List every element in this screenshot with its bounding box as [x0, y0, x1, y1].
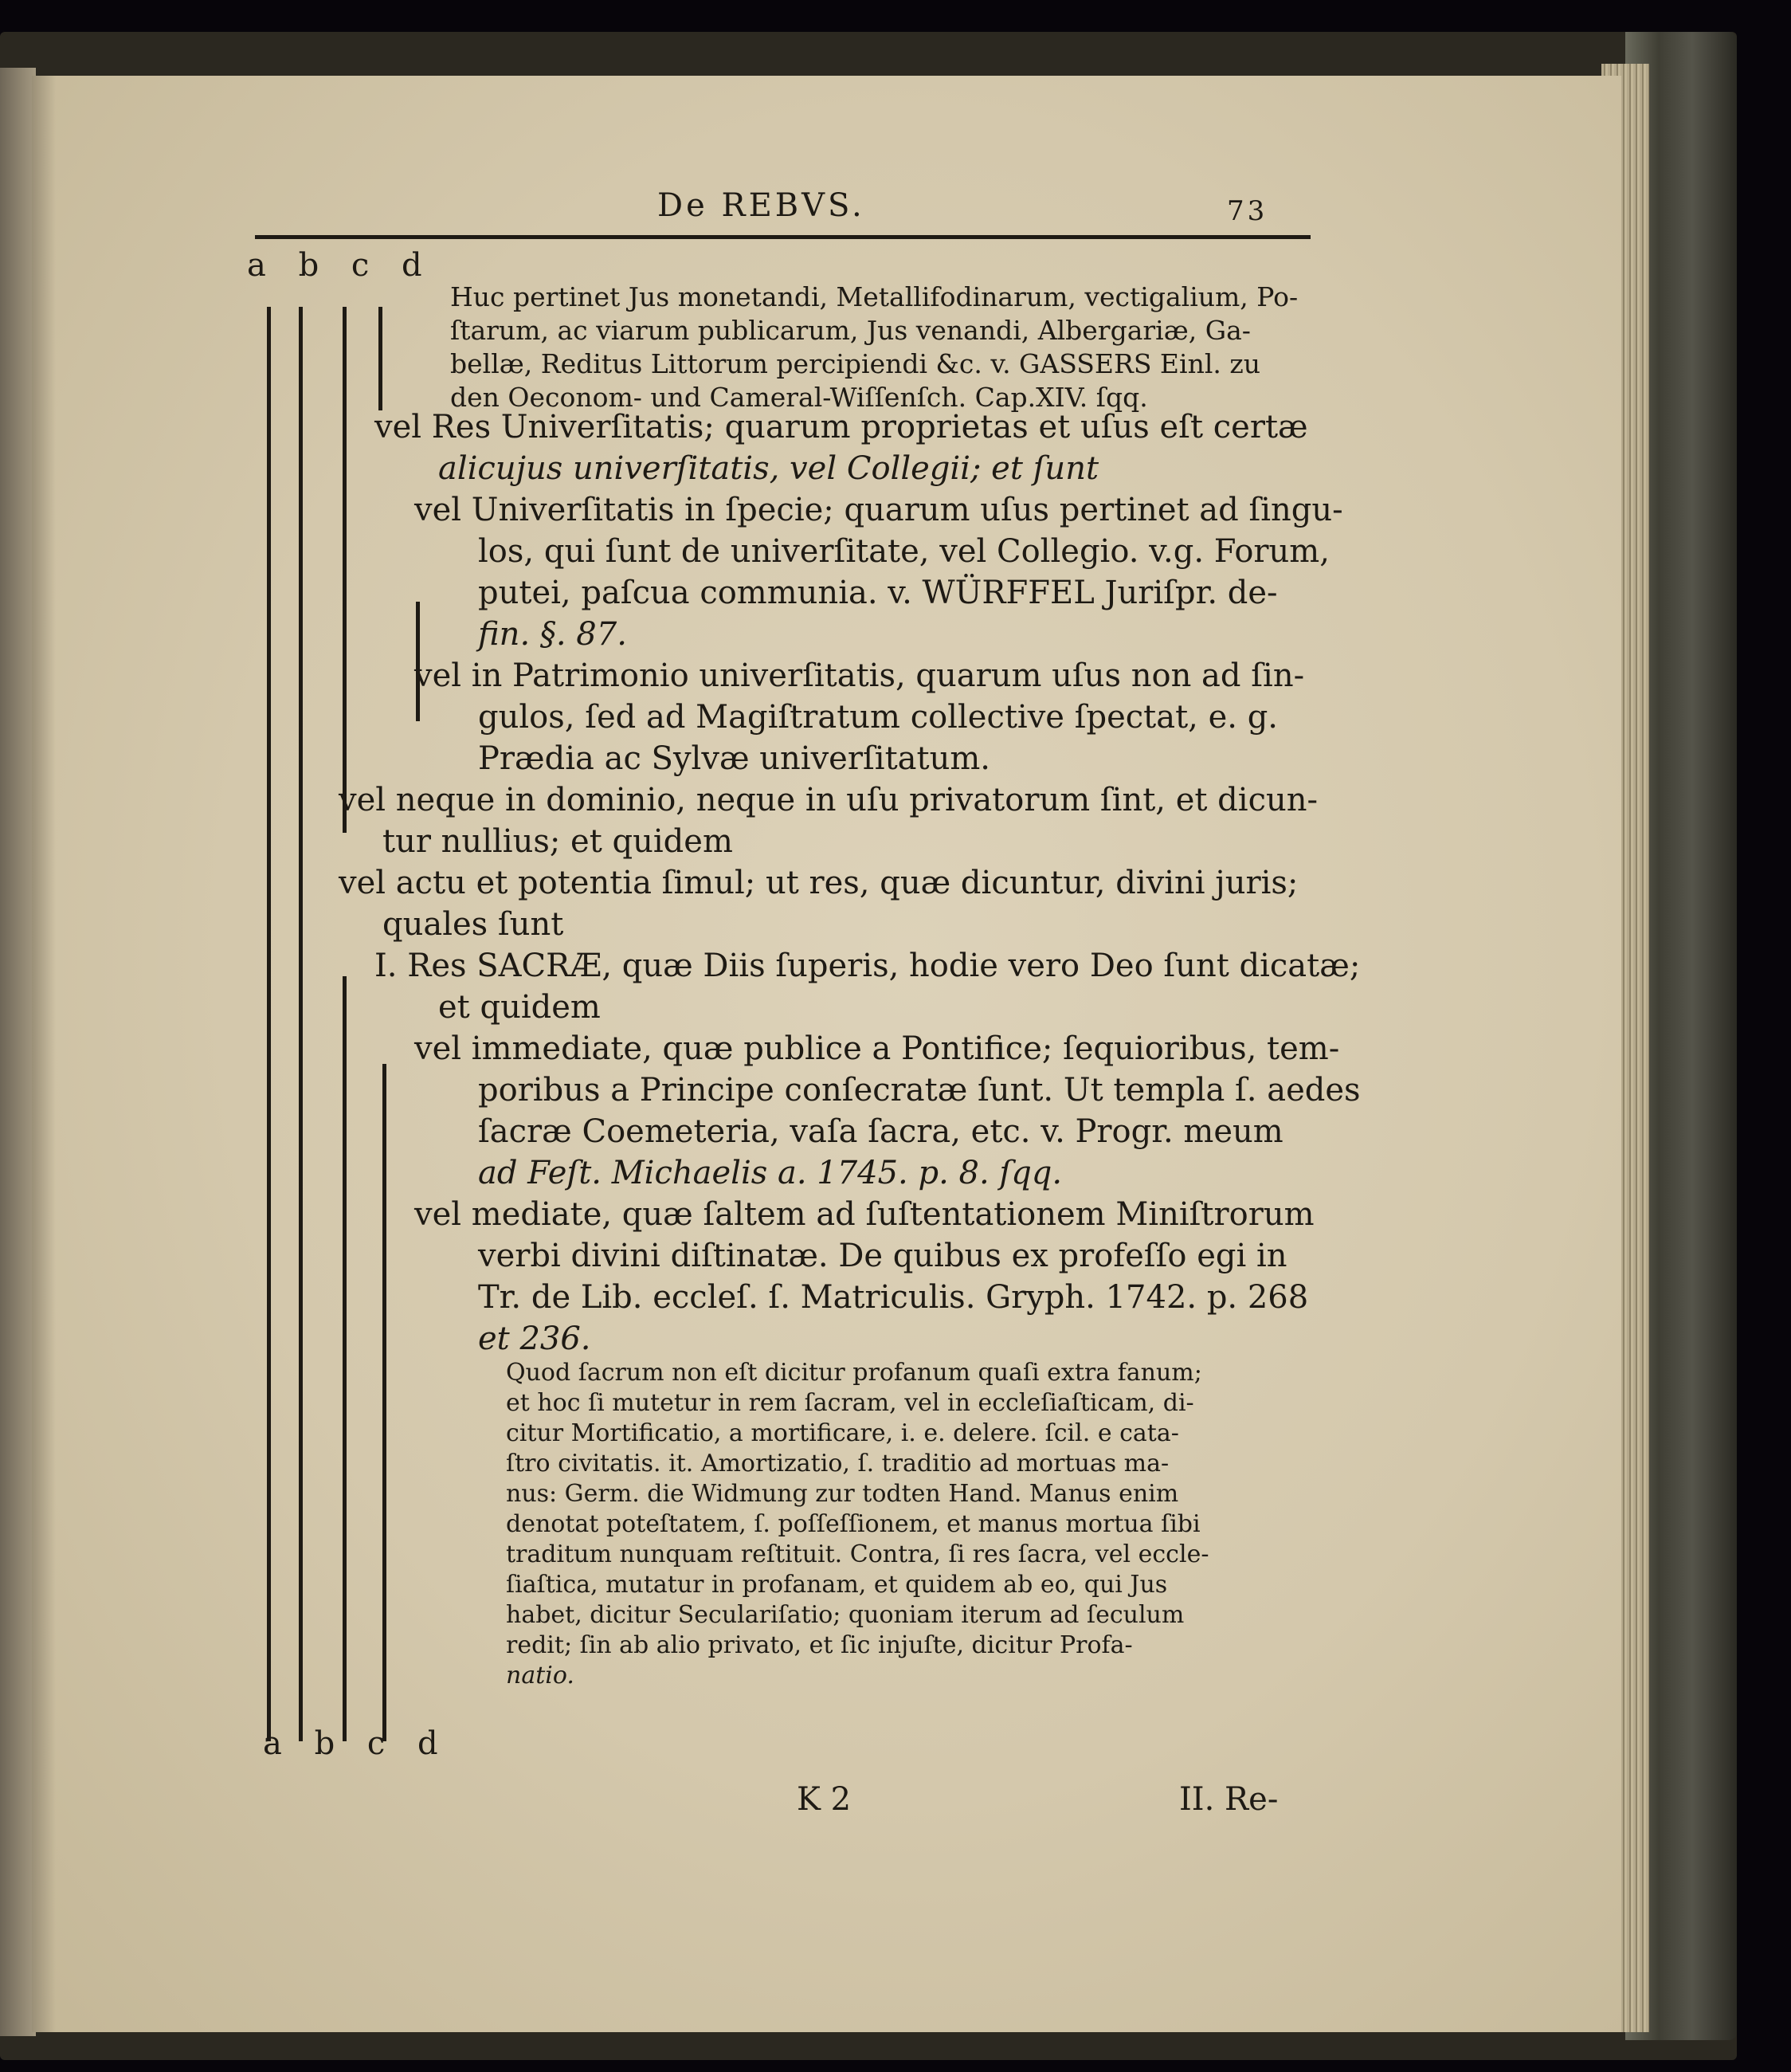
- text-line: quales ſunt: [382, 906, 564, 943]
- signature-mark: K 2: [797, 1781, 852, 1818]
- text-line: et 236.: [478, 1321, 591, 1357]
- note-line: Quod ſacrum non eſt dicitur profanum quaſi extra fanum;: [506, 1359, 1202, 1387]
- text-line: alicujus univerſitatis, vel Collegii; et ſunt: [438, 450, 1099, 487]
- text-line: den Oeconom- und Cameral-Wiſſenſch. Cap.XIV. ſqq.: [450, 382, 1148, 413]
- note-line: habet, dicitur Seculariſatio; quoniam iterum ad ſeculum: [506, 1601, 1185, 1629]
- gutter-shadow: [32, 76, 56, 2032]
- note-line: denotat poteſtatem, ſ. poſſeſſionem, et manus mortua ſibi: [506, 1510, 1201, 1538]
- text-line: verbi divini diſtinatæ. De quibus ex profeſſo egi in: [478, 1238, 1287, 1274]
- text-line: vel Univerſitatis in ſpecie; quarum uſus pertinet ad ſingu-: [414, 492, 1343, 528]
- text-line: vel actu et potentia ſimul; ut res, quæ dicuntur, divini juris;: [339, 865, 1299, 901]
- header-rule: [255, 235, 1311, 239]
- text-line: putei, paſcua communia. v. WÜRFFEL Juriſpr. de-: [478, 575, 1278, 611]
- text-line: ſacræ Coemeteria, vaſa ſacra, etc. v. Progr. meum: [478, 1113, 1283, 1150]
- note-line: traditum nunquam reſtituit. Contra, ſi res ſacra, vel eccle-: [506, 1540, 1209, 1568]
- text-line: vel mediate, quæ ſaltem ad ſuſtentationem Miniſtrorum: [414, 1196, 1315, 1233]
- text-line: gulos, ſed ad Magiſtratum collective ſpectat, e. g.: [478, 699, 1279, 736]
- catchword: II. Re-: [1179, 1781, 1279, 1818]
- note-line: natio.: [506, 1662, 574, 1689]
- text-line: fin. §. 87.: [478, 616, 627, 653]
- note-line: et hoc ſi mutetur in rem ſacram, vel in eccleſiaſticam, di-: [506, 1389, 1194, 1417]
- running-title: De REBVS.: [657, 187, 865, 224]
- bracket-line-d1: [378, 307, 382, 410]
- page-number: 73: [1227, 195, 1268, 227]
- bracket-line-a: [267, 307, 271, 1741]
- bracket-line-c: [343, 307, 347, 833]
- text-line: et quidem: [438, 989, 601, 1026]
- text-line: Huc pertinet Jus monetandi, Metallifodinarum, vectigalium, Po-: [450, 281, 1299, 312]
- text-line: Tr. de Lib. eccleſ. ſ. Matriculis. Gryph. 1742. p. 268: [478, 1279, 1309, 1316]
- column-letters-bottom: a b c d: [263, 1725, 449, 1762]
- text-line: vel in Patrimonio univerſitatis, quarum uſus non ad ſin-: [414, 657, 1305, 694]
- text-line: I. Res SACRÆ, quæ Diis ſuperis, hodie vero Deo ſunt dicatæ;: [374, 948, 1361, 984]
- text-line: tur nullius; et quidem: [382, 823, 733, 860]
- bracket-line-d3: [382, 1064, 386, 1741]
- bracket-line-c2: [343, 976, 347, 1741]
- note-line: ſtro civitatis. it. Amortizatio, ſ. traditio ad mortuas ma-: [506, 1450, 1170, 1477]
- text-line: vel immediate, quæ publice a Pontifice; ſequioribus, tem-: [414, 1030, 1340, 1067]
- text-line: ad Feſt. Michaelis a. 1745. p. 8. ſqq.: [478, 1155, 1063, 1191]
- note-line: redit; ſin ab alio privato, et ſic injuſte, dicitur Profa-: [506, 1631, 1133, 1659]
- note-line: ſiaſtica, mutatur in profanam, et quidem ab eo, qui Jus: [506, 1571, 1168, 1599]
- spine: [0, 68, 36, 2036]
- book-page: [32, 76, 1621, 2032]
- text-line: vel neque in dominio, neque in uſu privatorum ſint, et dicun-: [339, 782, 1319, 818]
- bracket-line-b: [299, 307, 303, 1741]
- note-line: nus: Germ. die Widmung zur todten Hand. Manus enim: [506, 1480, 1179, 1508]
- text-line: vel Res Univerſitatis; quarum proprietas et uſus eſt certæ: [374, 409, 1308, 445]
- column-letters-top: a b c d: [247, 247, 433, 284]
- text-line: bellæ, Reditus Littorum percipiendi &c. v. GASSERS Einl. zu: [450, 348, 1260, 379]
- text-line: Prædia ac Sylvæ univerſitatum.: [478, 740, 990, 777]
- text-line: los, qui ſunt de univerſitate, vel Collegio. v.g. Forum,: [478, 533, 1330, 570]
- note-line: citur Mortificatio, a mortificare, i. e. delere. ſcil. e cata-: [506, 1419, 1179, 1447]
- text-line: poribus a Principe conſecratæ ſunt. Ut templa ſ. aedes: [478, 1072, 1361, 1109]
- text-line: ſtarum, ac viarum publicarum, Jus venandi, Albergariæ, Ga-: [450, 315, 1251, 346]
